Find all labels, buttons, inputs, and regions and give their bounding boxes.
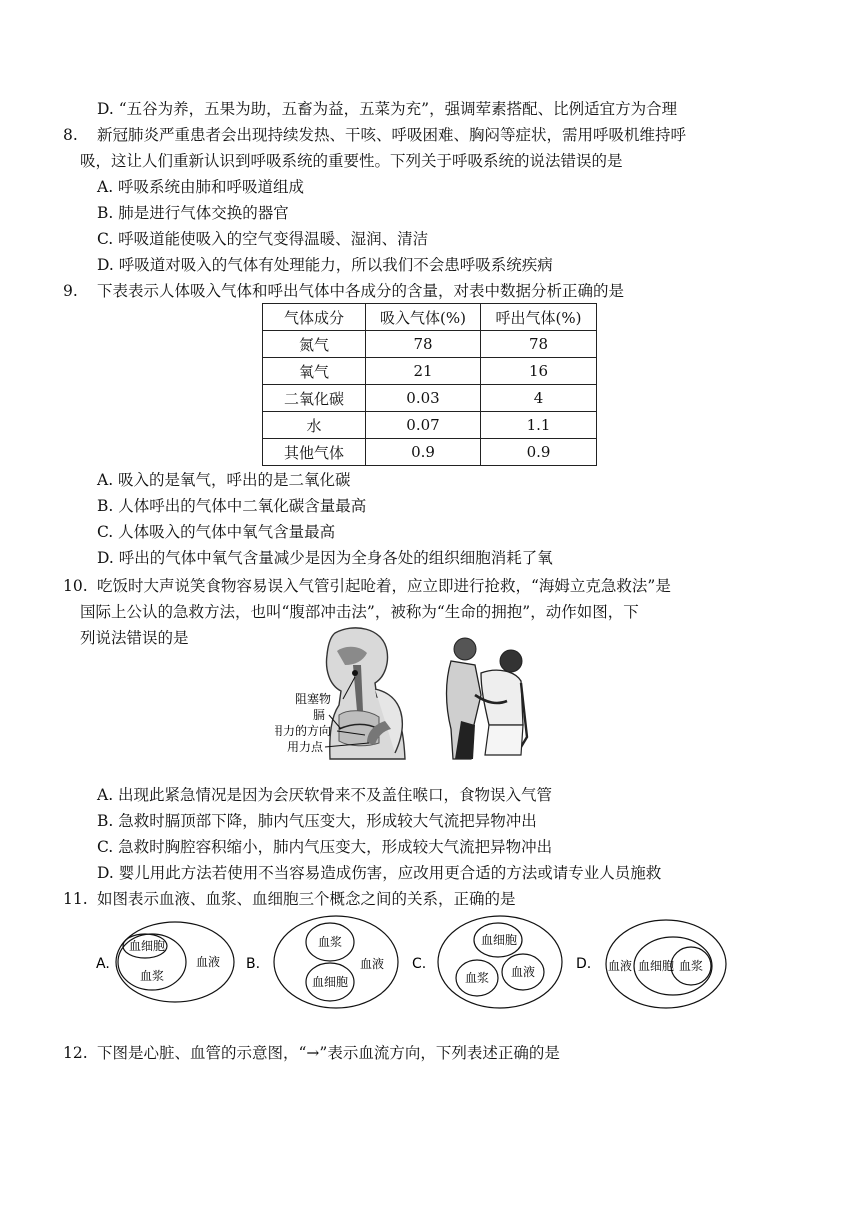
q8-option-c: C. 呼吸道能使吸入的空气变得温暖、湿润、清洁 bbox=[97, 230, 429, 248]
venn-option-a bbox=[96, 922, 234, 1002]
venn-a-outer-label: 血液 bbox=[196, 955, 221, 969]
venn-c-left-label: 血浆 bbox=[465, 971, 490, 985]
q10-stem-line-1: 吃饭时大声说笑食物容易误入气管引起呛着，应立即进行抢救，“海姆立克急救法”是 bbox=[97, 577, 671, 595]
table-header-cell: 吸入气体(%) bbox=[366, 304, 481, 331]
q9-option-b: B. 人体呼出的气体中二氧化碳含量最高 bbox=[97, 497, 367, 515]
heimlich-figure bbox=[275, 625, 540, 765]
table-row bbox=[263, 358, 597, 385]
q10-option-b: B. 急救时膈顶部下降，肺内气压变大，形成较大气流把异物冲出 bbox=[97, 812, 537, 830]
table-cell: 78 bbox=[481, 331, 597, 358]
q8-option-d: D. 呼吸道对吸入的气体有处理能力，所以我们不会患呼吸系统疾病 bbox=[97, 256, 553, 274]
label-obstruction: 阻塞物 bbox=[295, 692, 332, 706]
q12-stem: 下图是心脏、血管的示意图，“→”表示血流方向，下列表述正确的是 bbox=[97, 1044, 560, 1062]
q11-stem: 如图表示血液、血浆、血细胞三个概念之间的关系，正确的是 bbox=[97, 890, 516, 908]
table-cell: 二氧化碳 bbox=[263, 385, 366, 412]
table-cell: 0.07 bbox=[366, 412, 481, 439]
table-cell: 0.9 bbox=[366, 439, 481, 466]
venn-c-top-label: 血细胞 bbox=[481, 933, 518, 947]
table-cell: 氧气 bbox=[263, 358, 366, 385]
venn-d-letter: D. bbox=[576, 956, 592, 972]
q9-stem: 下表表示人体吸入气体和呼出气体中各成分的含量，对表中数据分析正确的是 bbox=[97, 282, 625, 300]
table-header-row bbox=[263, 304, 597, 331]
table-cell: 4 bbox=[481, 385, 597, 412]
q9-number: 9. bbox=[63, 282, 78, 300]
table-row bbox=[263, 331, 597, 358]
q8-stem-line-1: 新冠肺炎严重患者会出现持续发热、干咳、呼吸困难、胸闷等症状，需用呼吸机维持呼 bbox=[97, 126, 687, 144]
venn-b-outer-label: 血液 bbox=[360, 957, 385, 971]
label-force-direction: 用力的方向 bbox=[275, 724, 332, 738]
venn-option-c bbox=[412, 916, 562, 1008]
venn-option-d bbox=[576, 920, 726, 1008]
venn-diagrams bbox=[90, 912, 730, 1012]
venn-b-letter: B. bbox=[246, 956, 261, 972]
q9-option-a: A. 吸入的是氧气，呼出的是二氧化碳 bbox=[97, 471, 351, 489]
venn-b-top-label: 血浆 bbox=[318, 935, 343, 949]
q12-number: 12. bbox=[63, 1044, 88, 1062]
venn-d-inner-label: 血浆 bbox=[679, 959, 704, 973]
q8-option-b: B. 肺是进行气体交换的器官 bbox=[97, 204, 289, 222]
q11-number: 11. bbox=[63, 890, 88, 908]
venn-option-b bbox=[246, 916, 398, 1008]
table-cell: 0.9 bbox=[481, 439, 597, 466]
venn-a-inner-label: 血细胞 bbox=[129, 939, 166, 953]
q9-option-d: D. 呼出的气体中氧气含量减少是因为全身各处的组织细胞消耗了氧 bbox=[97, 549, 553, 567]
venn-c-letter: C. bbox=[412, 956, 427, 972]
venn-a-middle-label: 血浆 bbox=[140, 969, 165, 983]
table-cell: 1.1 bbox=[481, 412, 597, 439]
table-header-cell: 呼出气体(%) bbox=[481, 304, 597, 331]
anatomy-illustration bbox=[327, 628, 405, 759]
label-diaphragm: 膈 bbox=[313, 708, 326, 722]
q7-option-d: D. “五谷为养，五果为助，五畜为益，五菜为充”，强调荤素搭配、比例适宜方为合理 bbox=[97, 100, 678, 118]
table-row bbox=[263, 439, 597, 466]
table-cell: 0.03 bbox=[366, 385, 481, 412]
q9-option-c: C. 人体吸入的气体中氧气含量最高 bbox=[97, 523, 336, 541]
gas-composition-table bbox=[262, 303, 597, 466]
table-cell: 21 bbox=[366, 358, 481, 385]
table-row bbox=[263, 412, 597, 439]
venn-d-outer-label: 血液 bbox=[608, 959, 633, 973]
table-cell: 水 bbox=[263, 412, 366, 439]
table-row bbox=[263, 385, 597, 412]
table-cell: 16 bbox=[481, 358, 597, 385]
venn-d-middle-label: 血细胞 bbox=[638, 959, 675, 973]
table-cell: 其他气体 bbox=[263, 439, 366, 466]
q10-stem-line-3: 列说法错误的是 bbox=[80, 629, 189, 647]
venn-b-bottom-label: 血细胞 bbox=[312, 975, 349, 989]
q10-option-a: A. 出现此紧急情况是因为会厌软骨来不及盖住喉口，食物误入气管 bbox=[97, 786, 553, 804]
q10-option-d: D. 婴儿用此方法若使用不当容易造成伤害，应改用更合适的方法或请专业人员施救 bbox=[97, 864, 662, 882]
q8-stem-line-2: 吸，这让人们重新认识到呼吸系统的重要性。下列关于呼吸系统的说法错误的是 bbox=[80, 152, 623, 170]
table-cell: 氮气 bbox=[263, 331, 366, 358]
q10-option-c: C. 急救时胸腔容积缩小，肺内气压变大，形成较大气流把异物冲出 bbox=[97, 838, 553, 856]
q10-number: 10. bbox=[63, 577, 88, 595]
rescuer-illustration bbox=[447, 638, 528, 759]
table-header-cell: 气体成分 bbox=[263, 304, 366, 331]
table-cell: 78 bbox=[366, 331, 481, 358]
q8-option-a: A. 呼吸系统由肺和呼吸道组成 bbox=[97, 178, 305, 196]
label-force-point: 用力点 bbox=[287, 740, 324, 754]
q8-number: 8. bbox=[63, 126, 78, 144]
venn-c-right-label: 血液 bbox=[511, 965, 536, 979]
venn-a-letter: A. bbox=[96, 956, 110, 972]
q10-stem-line-2: 国际上公认的急救方法，也叫“腹部冲击法”，被称为“生命的拥抱”，动作如图，下 bbox=[80, 603, 639, 621]
